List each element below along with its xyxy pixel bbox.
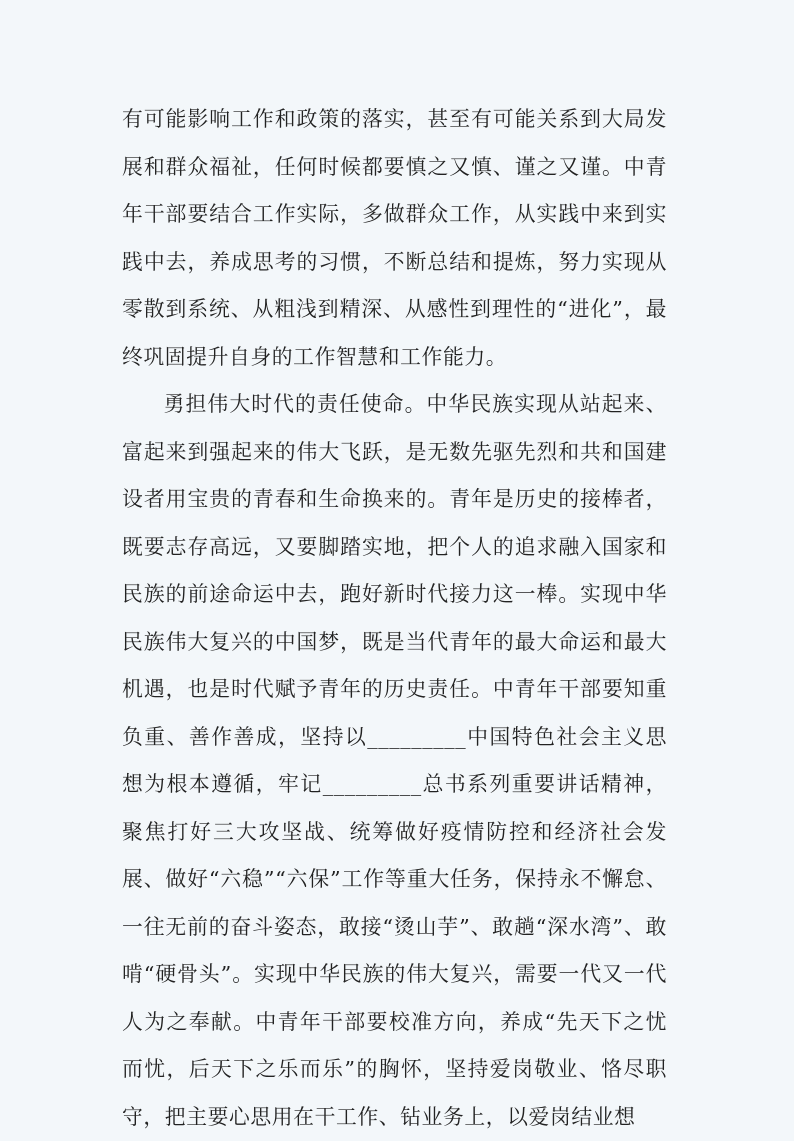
paragraph-responsibility-mission: 勇担伟大时代的责任使命。中华民族实现从站起来、富起来到强起来的伟大飞跃，是无数先驱先烈和共和国建设者用宝贵的青春和生命换来的。青年是历史的接棒者，既要志存高远，又要脚踏实地，把个人的追求融入国家和民族的前途命运中去，跑好新时代接力这一棒。实现中华民族伟大复兴的中国梦，既是当代青年的最大命运和最大机遇，也是时代赋予青年的历史责任。中青年干部要知重负重、善作善成，坚持以_________中国特色社会主义思想为根本遵循，牢记_________总书系列重要讲话精神，聚焦打好三大攻坚战、统筹做好疫情防控和经济社会发展、做好“六稳”“六保”工作等重大任务，保持永不懈怠、一往无前的奋斗姿态，敢接“烫山芋”、敢趟“深水湾”、敢啃“硬骨头”。实现中华民族的伟大复兴，需要一代又一代人为之奉献。中青年干部要校准方向，养成“先天下之忧而忧，后天下之乐而乐”的胸怀，坚持爱岗敬业、恪尽职守，把主要心思用在干工作、钻业务上，以爱岗结业想 (122, 392, 667, 1129)
paragraph-continued: 有可能影响工作和政策的落实，甚至有可能关系到大局发展和群众福祉，任何时候都要慎之又慎、谨之又谨。中青年干部要结合工作实际，多做群众工作，从实践中来到实践中去，养成思考的习惯，不断总结和提炼，努力实现从零散到系统、从粗浅到精深、从感性到理性的“进化”，最终巩固提升自身的工作智慧和工作能力。 (122, 107, 667, 369)
body-text (122, 96, 667, 1141)
